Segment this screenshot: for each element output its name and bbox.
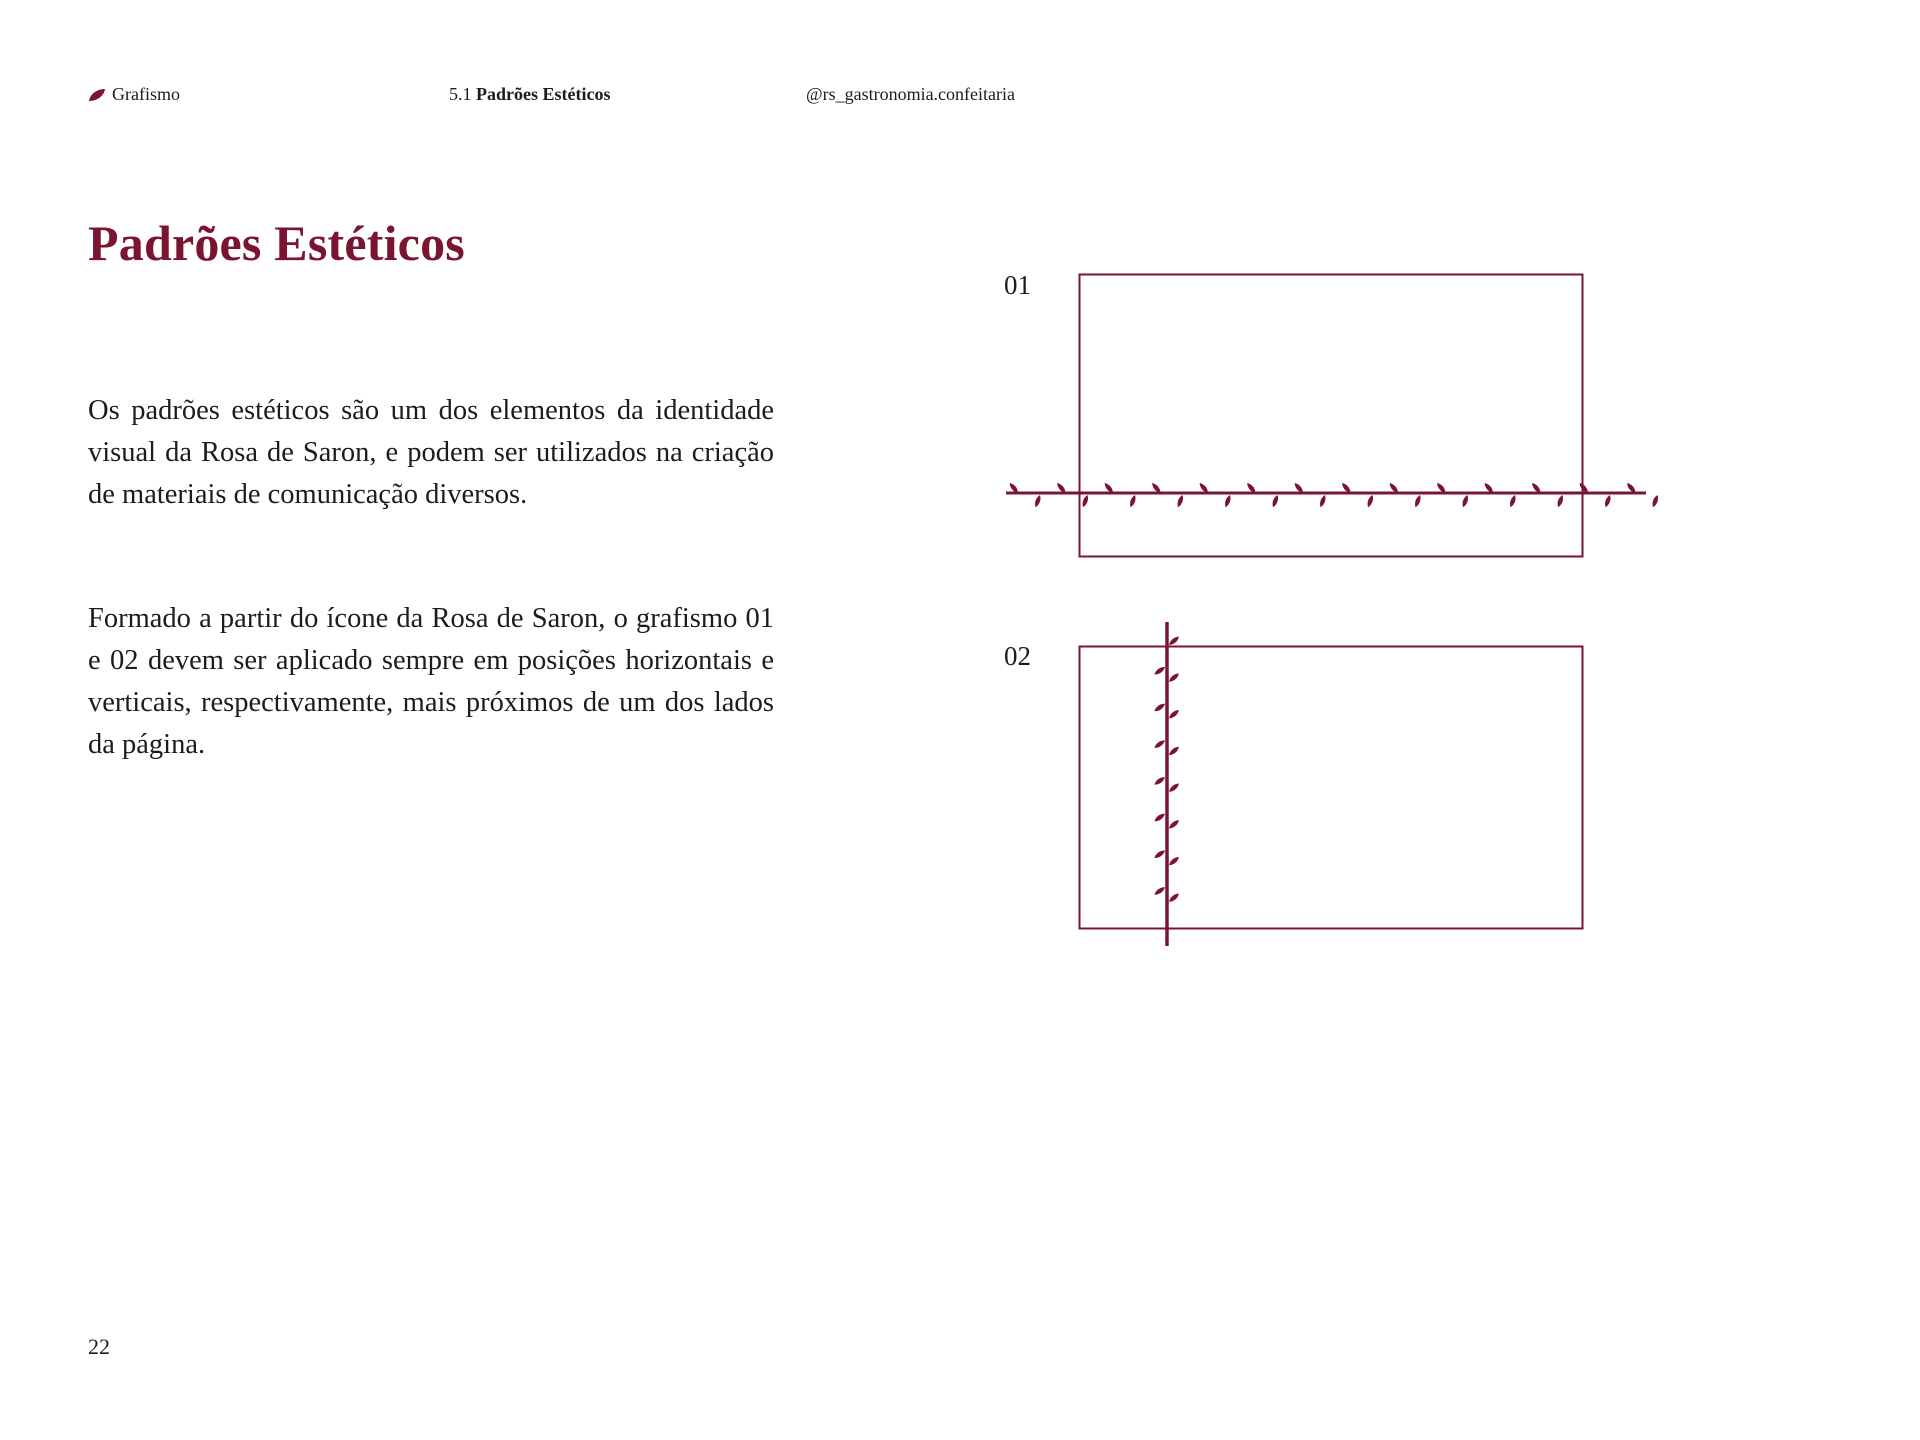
horizontal-vine-pattern bbox=[1006, 482, 1660, 508]
example-label-01: 01 bbox=[1004, 270, 1031, 300]
vine-leaf-bottom bbox=[1033, 494, 1042, 508]
vine-leaf-top bbox=[1198, 482, 1210, 495]
vine-leaf-top bbox=[1435, 482, 1447, 495]
vine-leaf-top bbox=[1625, 482, 1637, 495]
vine-leaf-top bbox=[1103, 482, 1115, 495]
vine-leaf-right bbox=[1168, 672, 1181, 684]
paragraph-usage: Formado a partir do ícone da Rosa de Saron, o grafismo 01 e 02 devem ser aplicado sempre em posições horizontais e verticais, respectivamente, mais próximos de um dos lados da página. bbox=[88, 603, 774, 760]
vine-leaf-bottom bbox=[1603, 494, 1612, 508]
vine-leaf-bottom bbox=[1081, 494, 1090, 508]
vine-leaf-bottom bbox=[1271, 494, 1280, 508]
vine-leaf-top bbox=[1293, 482, 1305, 495]
header-section bbox=[88, 84, 180, 105]
vine-leaf-left bbox=[1153, 775, 1166, 786]
vine-leaf-bottom bbox=[1413, 494, 1422, 508]
vine-leaf-top bbox=[1388, 482, 1400, 495]
vine-leaf-top bbox=[1578, 482, 1590, 495]
vine-leaf-bottom bbox=[1508, 494, 1517, 508]
vine-leaf-bottom bbox=[1556, 494, 1565, 508]
vine-leaf-bottom bbox=[1176, 494, 1185, 508]
example-label-02: 02 bbox=[1004, 641, 1031, 671]
paragraph-intro: Os padrões estéticos são um dos elementos da identidade visual da Rosa de Saron, e podem ser utilizados na criação de materiais de comunicação diversos. bbox=[88, 395, 774, 510]
vine-leaf-top bbox=[1245, 482, 1257, 495]
vine-leaf-bottom bbox=[1223, 494, 1232, 508]
vine-leaf-right bbox=[1168, 892, 1181, 904]
header-chapter bbox=[449, 84, 610, 105]
example-frame-02 bbox=[1080, 647, 1583, 929]
vine-leaf-right bbox=[1168, 635, 1181, 647]
vertical-vine-pattern bbox=[1153, 622, 1180, 946]
vine-leaf-top bbox=[1055, 482, 1067, 495]
page-header bbox=[0, 84, 1920, 108]
vine-leaf-left bbox=[1153, 665, 1166, 676]
vine-leaf-top bbox=[1340, 482, 1352, 495]
header-chapter-number: 5.1 bbox=[449, 84, 472, 104]
header-section-label: Grafismo bbox=[112, 84, 180, 104]
vine-leaf-bottom bbox=[1651, 494, 1660, 508]
header-handle: @rs_gastronomia.confeitaria bbox=[806, 84, 1016, 104]
vine-leaf-right bbox=[1168, 745, 1181, 757]
vine-leaf-bottom bbox=[1366, 494, 1375, 508]
vine-leaf-right bbox=[1168, 818, 1181, 830]
vine-leaf-top bbox=[1483, 482, 1495, 495]
page-number: 22 bbox=[88, 1334, 110, 1359]
vine-leaf-bottom bbox=[1461, 494, 1470, 508]
vine-leaf-right bbox=[1168, 782, 1181, 794]
vine-leaf-left bbox=[1153, 885, 1166, 896]
vine-leaf-left bbox=[1153, 739, 1166, 750]
vine-leaf-top bbox=[1530, 482, 1542, 495]
leaf-icon bbox=[88, 88, 106, 102]
vine-leaf-left bbox=[1153, 812, 1166, 823]
vine-leaf-top bbox=[1008, 482, 1020, 495]
vine-leaf-right bbox=[1168, 708, 1181, 720]
vine-leaf-left bbox=[1153, 702, 1166, 713]
vine-leaf-bottom bbox=[1318, 494, 1327, 508]
vine-leaf-bottom bbox=[1128, 494, 1137, 508]
page-title: Padrões Estéticos bbox=[88, 215, 465, 271]
header-chapter-title: Padrões Estéticos bbox=[476, 84, 611, 104]
vine-leaf-left bbox=[1153, 849, 1166, 860]
vine-leaf-top bbox=[1150, 482, 1162, 495]
vine-leaf-right bbox=[1168, 855, 1181, 867]
example-frame-01 bbox=[1080, 275, 1583, 557]
